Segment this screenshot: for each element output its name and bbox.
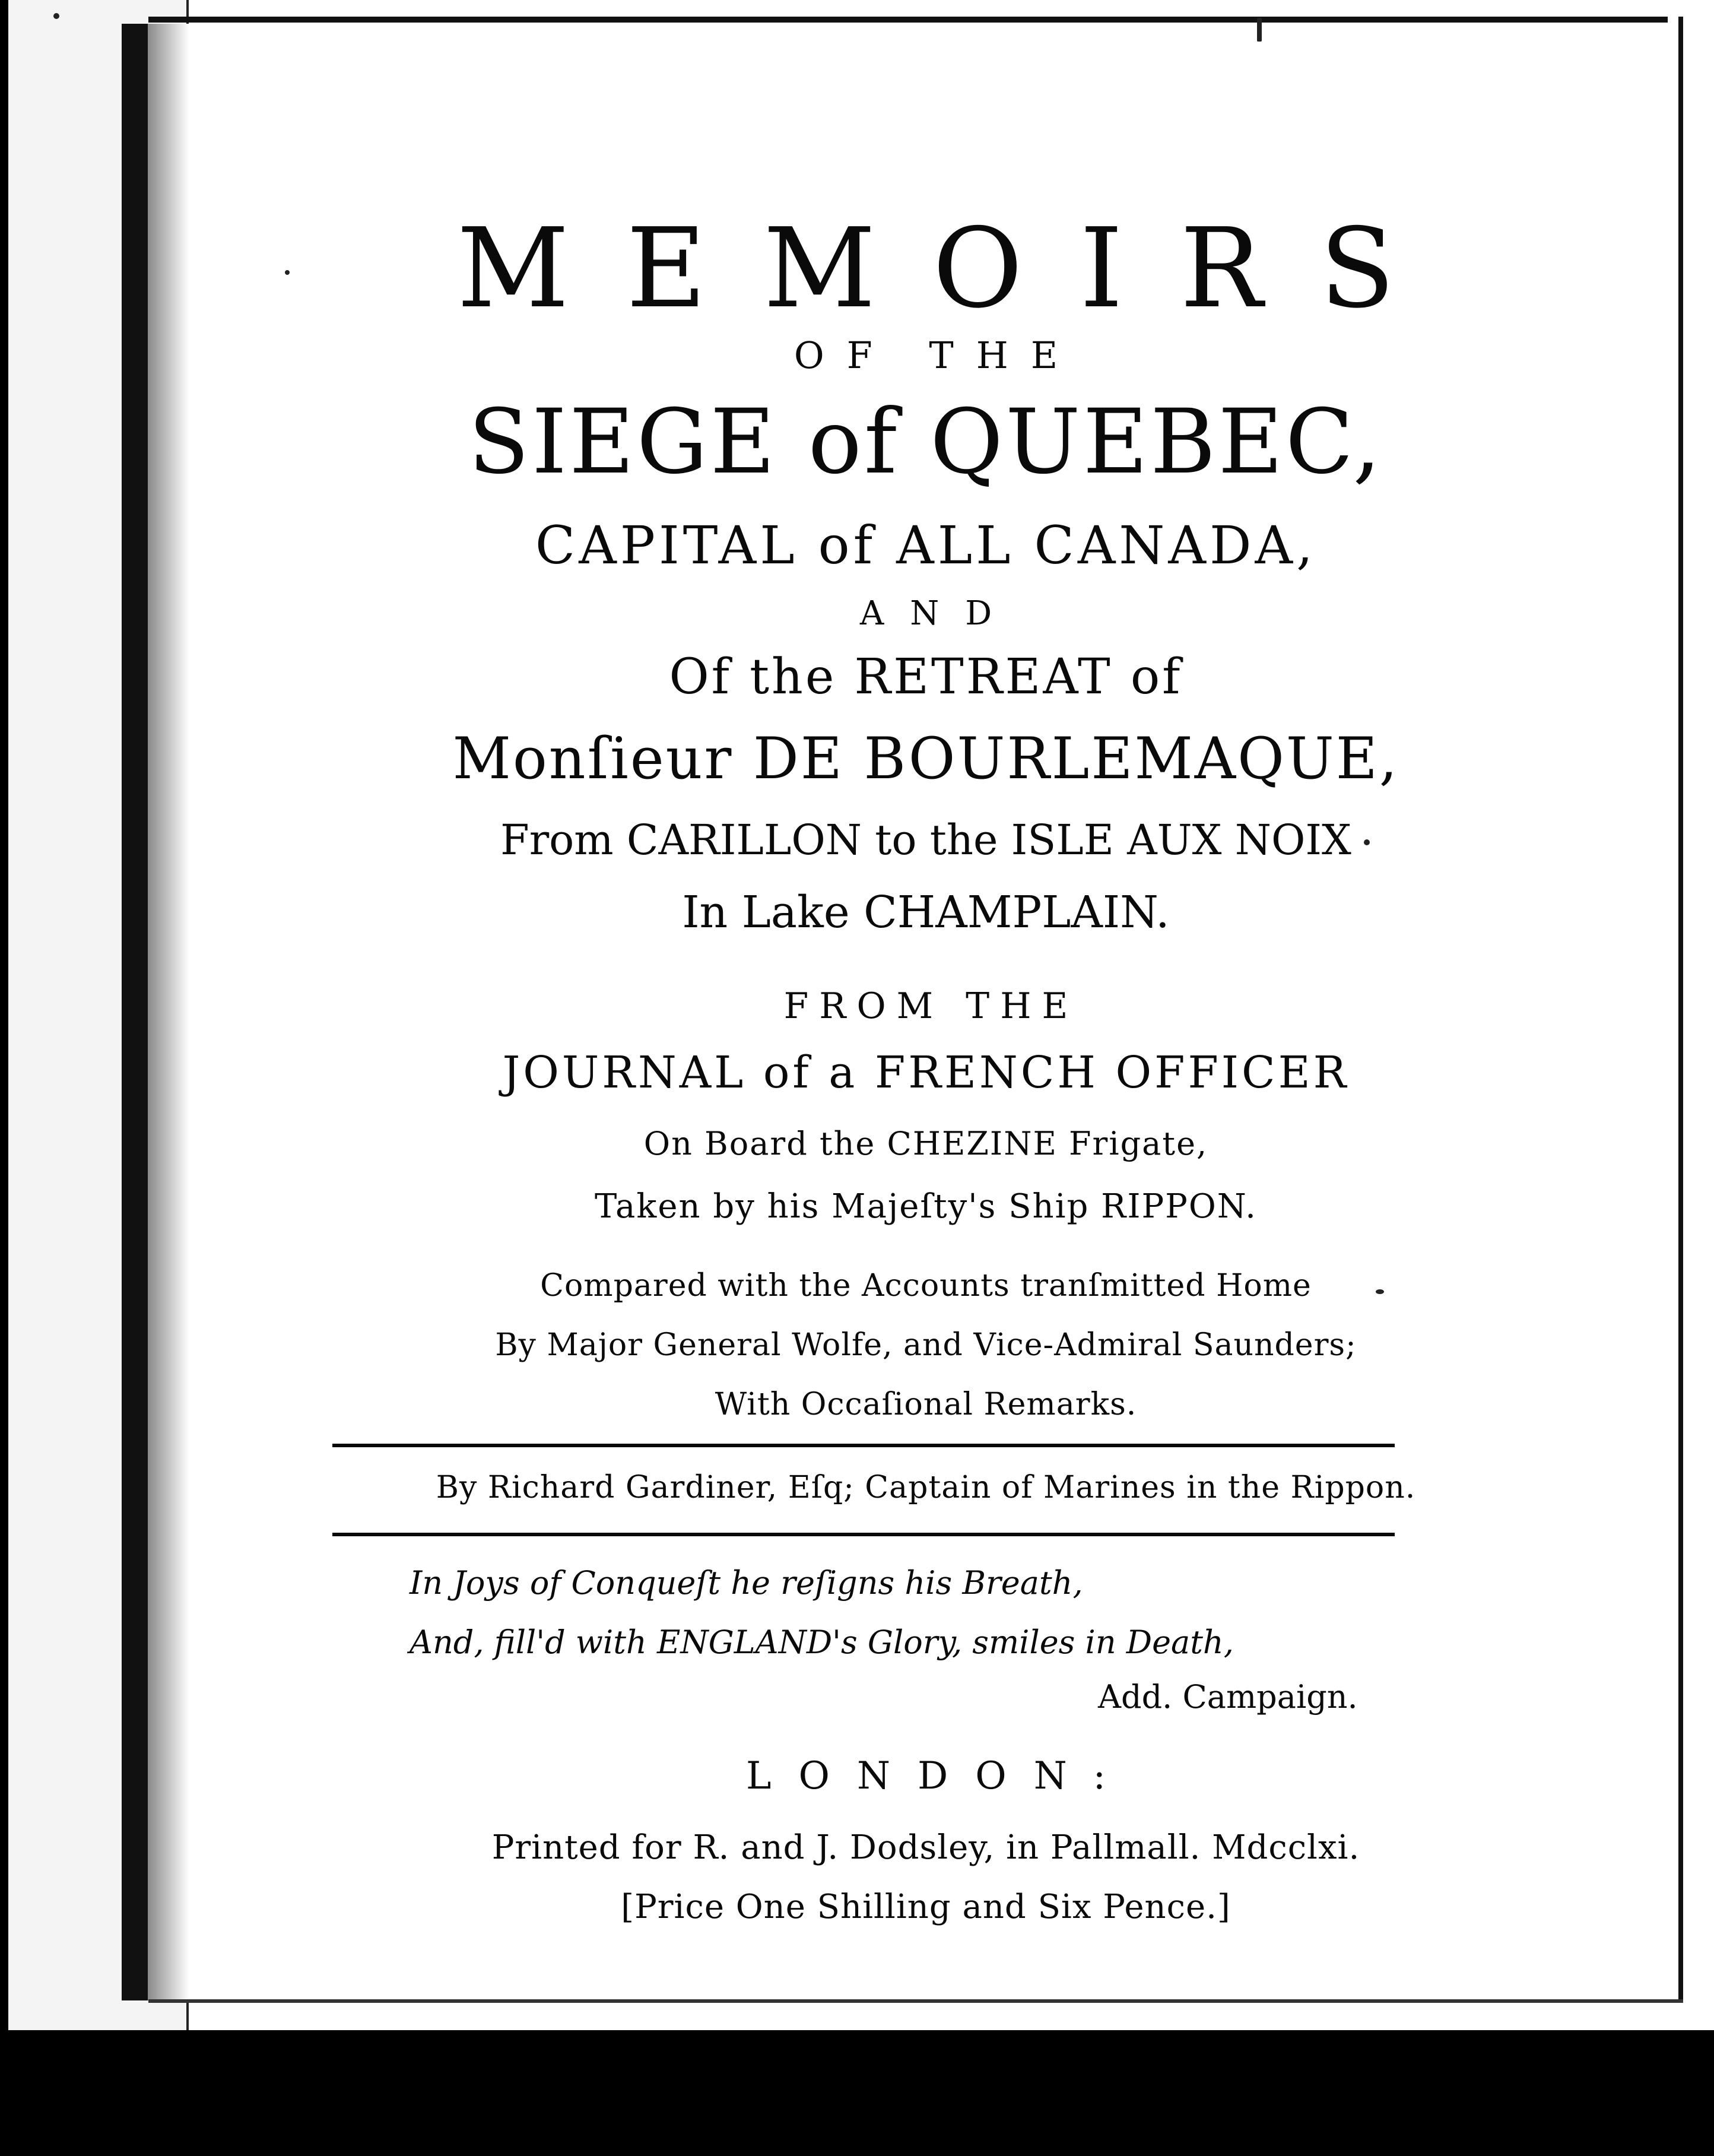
title-page: [196, 178, 1656, 1995]
note-occasional-remarks: With Occaſional Remarks.: [715, 1387, 1137, 1422]
epigraph-attribution: Add. Campaign.: [1098, 1678, 1358, 1716]
top-page-edge: [148, 17, 1668, 23]
note-major-general: By Major General Wolfe, and Vice-Admiral Saunders;: [495, 1327, 1357, 1363]
title-monsieur-de-bourlemaque: Monſieur DE BOURLEMAQUE,: [452, 725, 1399, 792]
title-retreat: Of the RETREAT of: [669, 649, 1183, 705]
title-of-the: OF THE: [793, 334, 1081, 377]
ink-speck: [53, 13, 59, 19]
subtitle-journal: JOURNAL of a FRENCH OFFICER: [502, 1047, 1350, 1098]
imprint-price: [Price One Shilling and Six Pence.]: [621, 1888, 1231, 1926]
imprint-london: LONDON:: [745, 1754, 1134, 1798]
title-carillon-to-isle-aux-noix: From CARILLON to the ISLE AUX NOIX: [500, 816, 1351, 864]
rule-above-author: [332, 1444, 1395, 1447]
title-capital-of-canada: CAPITAL of ALL CANADA,: [535, 515, 1317, 576]
subtitle-taken-by: Taken by his Majeſty's Ship RIPPON.: [595, 1187, 1257, 1226]
imprint-printed-for: Printed for R. and J. Dodsley, in Pallmall. Mdcclxi.: [491, 1828, 1360, 1867]
book-spine: [122, 24, 148, 2000]
scan-bottom-band: [0, 2030, 1714, 2156]
right-page-edge: [1678, 17, 1683, 1999]
note-compared: Compared with the Accounts tranſmitted Home: [540, 1268, 1312, 1304]
title-and: AND: [859, 594, 1018, 633]
epigraph-line-2: And, fill'd with ENGLAND's Glory, smiles in Death,: [410, 1624, 1234, 1661]
subtitle-from-the: FROM THE: [783, 985, 1079, 1027]
epigraph-line-1: In Joys of Conqueſt he reſigns his Breath,: [410, 1564, 1083, 1602]
bottom-page-edge: [148, 1999, 1683, 2003]
title-memoirs: MEMOIRS: [456, 204, 1452, 332]
spine-shadow: [148, 24, 189, 2000]
rule-below-author: [332, 1533, 1395, 1536]
title-siege-of-quebec: SIEGE of QUEBEC,: [468, 391, 1383, 494]
ink-speck: [1257, 18, 1262, 42]
title-lake-champlain: In Lake CHAMPLAIN.: [682, 887, 1170, 938]
subtitle-on-board: On Board the CHEZINE Frigate,: [643, 1125, 1208, 1162]
scan-left-edge: [0, 0, 8, 2156]
author-line: By Richard Gardiner, Eſq; Captain of Marines in the Rippon.: [436, 1470, 1416, 1505]
